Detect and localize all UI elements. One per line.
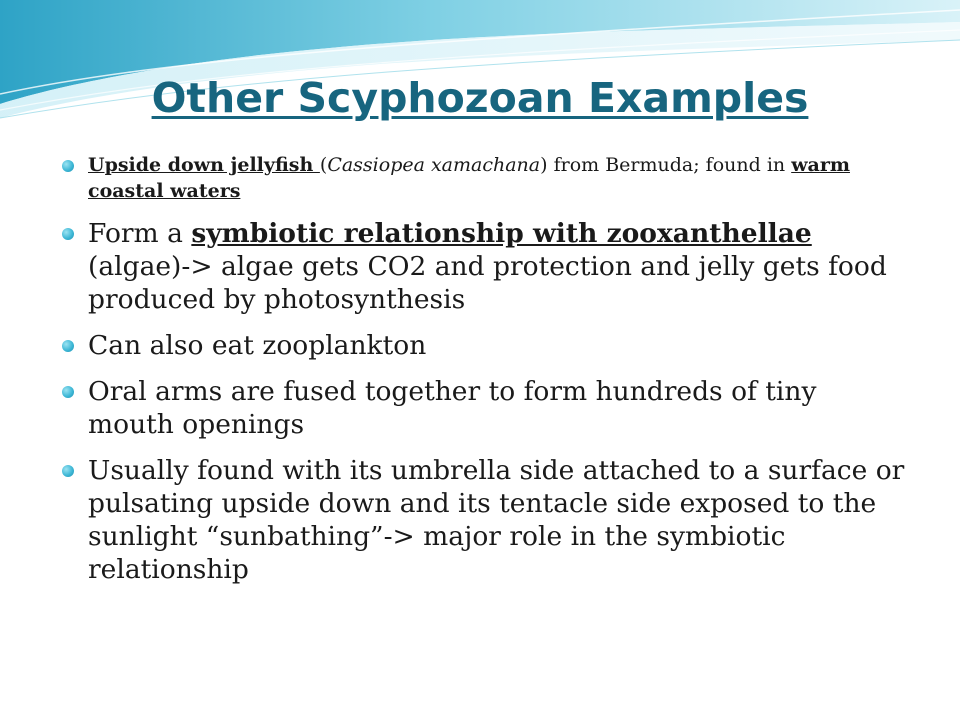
bullet-item-2 [60, 217, 910, 316]
bullet-text: Can also eat zooplankton [88, 330, 427, 361]
bullet-text: Form a [88, 218, 192, 249]
slide-title: Other Scyphozoan Examples [151, 74, 809, 122]
bullet-dot-icon [62, 386, 74, 398]
bullet-list [60, 152, 910, 599]
origin-text: ) from Bermuda; found in [540, 154, 792, 176]
bullet-dot-icon [62, 465, 74, 477]
bullet-item-5 [60, 454, 910, 586]
species-name: Cassiopea xamachana [327, 154, 541, 176]
bullet-text: (algae)-> algae gets CO2 and protection and jelly gets food produced by photosynthesis [88, 251, 887, 315]
paren-open: ( [319, 154, 328, 176]
bullet-item-3 [60, 329, 910, 362]
symbiosis-term: symbiotic relationship with zooxanthellae [191, 218, 812, 249]
habitat-term: warm coastal waters [88, 154, 850, 202]
bullet-item-1 [60, 152, 910, 204]
bullet-item-4 [60, 375, 910, 441]
bullet-dot-icon [62, 228, 74, 240]
bullet-text: Usually found with its umbrella side attached to a surface or pulsating upside down and its tentacle side exposed to the sunlight “sunbathing”-> major role in the symbiotic relationship [88, 455, 905, 585]
bullet-text: Oral arms are fused together to form hundreds of tiny mouth openings [88, 376, 817, 440]
bullet-dot-icon [62, 340, 74, 352]
bullet-dot-icon [62, 160, 74, 172]
jellyfish-name: Upside down jellyfish [88, 154, 320, 176]
